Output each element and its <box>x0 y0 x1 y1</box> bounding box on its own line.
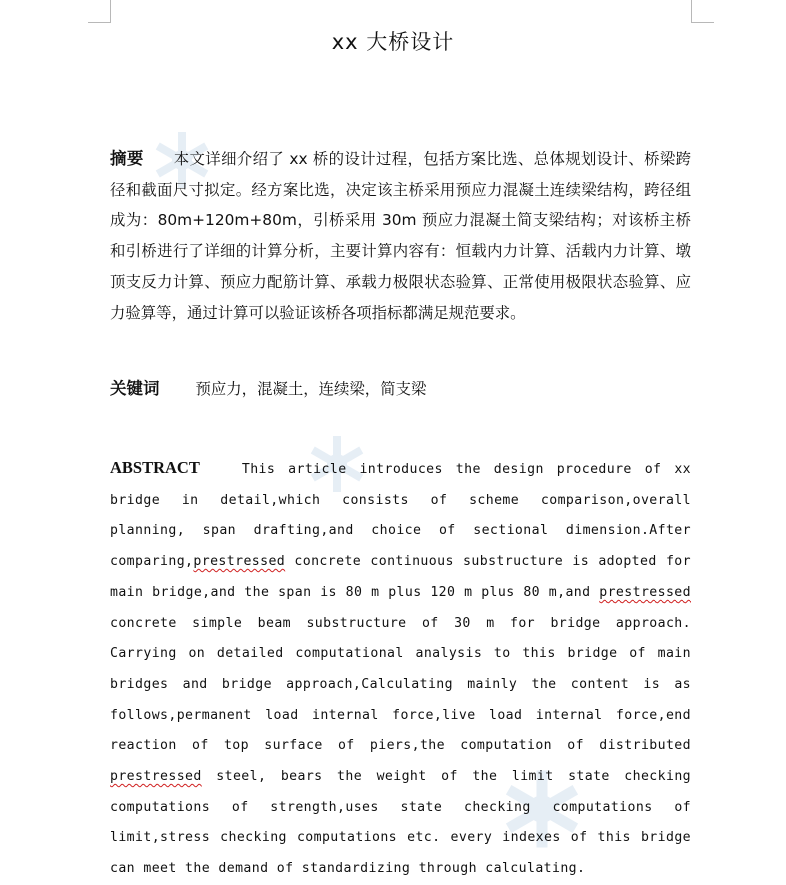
abstract-english-heading: ABSTRACT <box>110 458 200 477</box>
document-title: xx 大桥设计 <box>331 30 455 54</box>
abstract-english-text: This article introduces the design procedure of xx bridge in detail,which consists of scheme comparison,overall planning, span drafting,and choice of sectional dimension.After comparing, <box>110 462 691 570</box>
keywords-body: 预应力，混凝土，连续梁，简支梁 <box>195 380 427 398</box>
abstract-english-text: steel, bears the weight of the limit state checking computations of strength,uses state checking computations of limit,stress checking computations etc. every indexes of this bridge can meet the demand of standardizing through calculating. <box>110 769 691 877</box>
abstract-chinese-heading: 摘要 <box>110 149 144 168</box>
abstract-english <box>110 453 691 885</box>
abstract-english-text: concrete simple beam substructure of 30 m for bridge approach. Carrying on detailed computational analysis to this bridge of main bridges and bridge approach,Calculating mainly the content is as follows,permanent load internal force,live load internal force,end reaction of top surface of piers,the computation of distributed <box>110 615 691 754</box>
crop-mark-top-left <box>88 0 111 23</box>
abstract-chinese-body: 本文详细介绍了 xx 桥的设计过程，包括方案比选、总体规划设计、桥梁跨径和截面尺寸拟定。经方案比选，决定该主桥采用预应力混凝土连续梁结构，跨径组成为：80m+120m+80m，引桥采用 30m 预应力混凝土简支梁结构；对该桥主桥和引桥进行了详细的计算分析，主要计算内容有：恒载内力计算、活载内力计算、墩顶支反力计算、预应力配筋计算、承载力极限状态验算、正常使用极限状态验算、应力验算等，通过计算可以验证该桥各项指标都满足规范要求。 <box>110 150 691 322</box>
spellcheck-flagged-word[interactable]: prestressed <box>110 769 202 785</box>
crop-mark-top-right <box>691 0 714 23</box>
spellcheck-flagged-word[interactable]: prestressed <box>193 554 286 570</box>
abstract-chinese <box>110 144 691 328</box>
keywords-heading: 关键词 <box>110 379 160 398</box>
spellcheck-flagged-word[interactable]: prestressed <box>599 584 691 600</box>
abstract-english-text: concrete continuous substructure is adopted for main bridge,and the span is 80 m plus 120 m plus 80 m,and <box>110 554 691 600</box>
keywords-chinese <box>110 374 691 404</box>
